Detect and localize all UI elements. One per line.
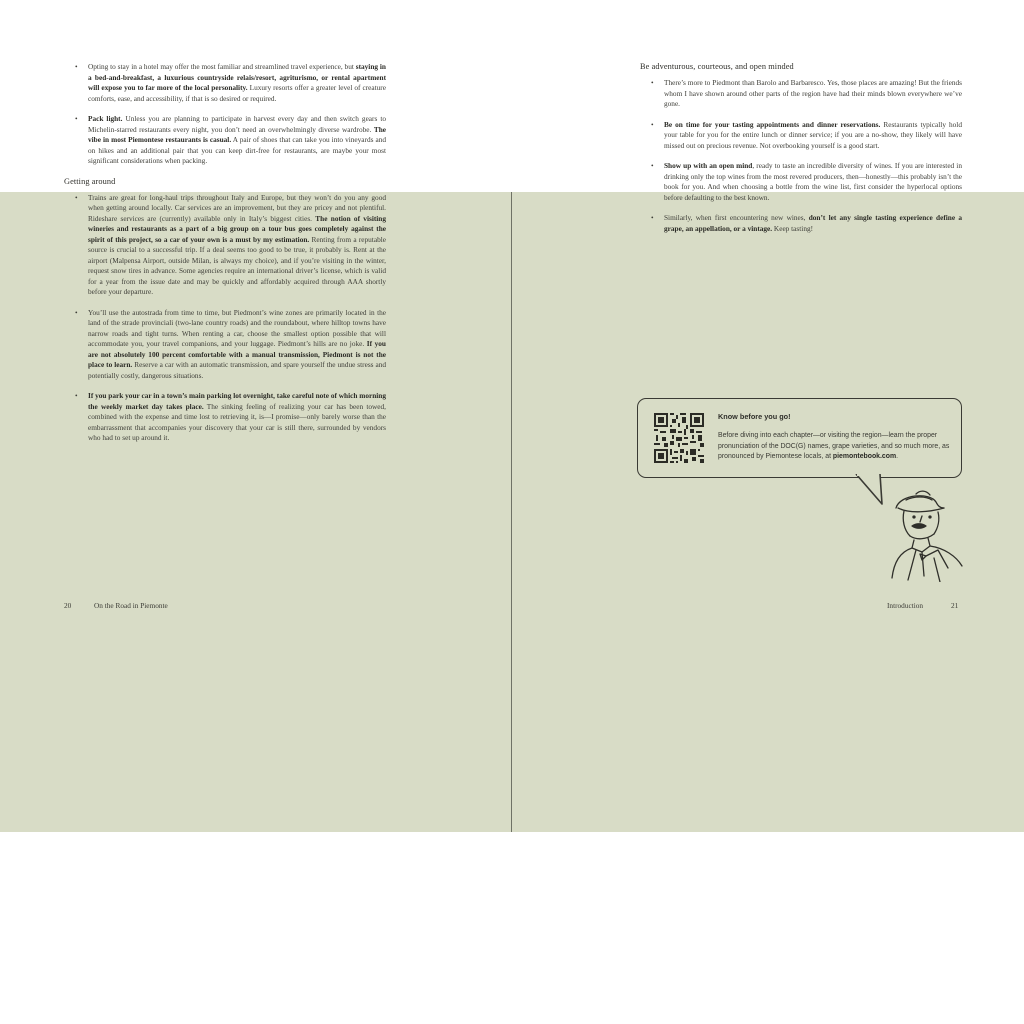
bullet-icon: • <box>75 62 78 71</box>
bold-text: The notion of visiting wineries and restaurants as a part of a big group on a tour bus goes completely against the spirit of this project, so a car of your own is a must by my estimation. <box>88 213 387 244</box>
section-heading-be-adventurous: Be adventurous, courteous, and open minded <box>640 62 794 71</box>
body-text: There’s more to Piedmont than Barolo and Barbaresco. Yes, those places are amazing! But the friends whom I have shown around other parts of the region have had their minds blown everywhere we’ve gone. <box>664 78 962 108</box>
bold-text: If you are not absolutely 100 percent comfortable with a manual transmission, Piedmont is not the place to learn. <box>88 339 386 369</box>
bold-text: Show up with an open mind <box>664 161 753 170</box>
list-item <box>640 161 962 203</box>
speech-bubble-tail <box>854 474 888 508</box>
body-text: Similarly, when first encountering new wines, <box>664 213 809 222</box>
section-heading-getting-around: Getting around <box>64 176 116 186</box>
list-item <box>64 193 386 298</box>
body-text: The sinking feeling of realizing your car has been towed, combined with the expense and time lost to retrieving it, is—I promise—only barely worse than the embarrassment that accompanies your discovery that your car is still there, surrounded by vendors who had to set up around it. <box>88 401 386 442</box>
man-with-hat-illustration-icon <box>886 486 970 582</box>
bullet-icon: • <box>75 114 78 123</box>
body-text: . <box>896 453 899 461</box>
list-item <box>640 213 962 234</box>
bold-text: Pack light. <box>88 114 123 123</box>
body-text: Trains are great for long-haul trips throughout Italy and Europe, but they won’t do you any good when getting around locally. Car services are an improvement, but they are pricey and not plentiful. Rideshare services are (currently) available only in Italy’s biggest cities. <box>88 192 386 223</box>
body-text: Luxury resorts offer a greater level of creature comforts, ease, and accessibility, if that is so desired or required. <box>88 83 386 103</box>
body-text: Keep tasting! <box>772 223 814 233</box>
bullet-list-be-adventurous <box>640 78 962 234</box>
body-text: Unless you are planning to participate in harvest every day and then switch gears to Michelin-starred restaurants every night, you don’t need an overwhelmingly diverse wardrobe. <box>88 114 386 134</box>
callout-body <box>718 431 952 463</box>
running-title-right: Introduction <box>887 601 924 610</box>
list-item <box>640 120 962 152</box>
body-text: You’ll use the autostrada from time to time, but Piedmont’s wine zones are primarily located in the land of the strade provinciali (two-lane country roads) and the roundabout, where hilltop towns have narrow roads and tight turns. When renting a car, choose the smallest option possible that will accommodate you, your travel companions, and your luggage. Piedmont’s hills are no joke. <box>88 307 386 348</box>
qr-code-icon <box>654 413 704 463</box>
bullet-list-getting-around <box>64 193 386 444</box>
body-text: Before diving into each chapter—or visiting the region—learn the proper pronunciation of the DOC(G) names, grape varieties, and so much more, as pronounced by Piemontese locals, at <box>718 432 950 461</box>
bullet-icon: • <box>651 213 654 222</box>
list-item <box>64 114 386 167</box>
bullet-icon: • <box>75 391 78 400</box>
bullet-icon: • <box>651 78 654 87</box>
page-gutter <box>511 192 512 832</box>
body-text: A pair of shoes that can take you into vineyards and on hikes and an additional pair that you can keep dirt-free for restaurants, are maybe your most significant considerations when packing. <box>88 135 386 165</box>
page-number-left: 20 <box>64 601 72 610</box>
bullet-icon: • <box>651 161 654 170</box>
bold-text: If you park your car in a town’s main parking lot overnight, take careful note of which morning the weekly market day takes place. <box>88 391 386 411</box>
list-item <box>64 62 386 104</box>
left-page <box>64 62 386 454</box>
page-number-right: 21 <box>951 601 959 610</box>
body-text: Renting from a reputable source is crucial to a successful trip. If a deal seems too good to be true, it probably is. Rent at the airport (Malpensa Airport, outside Milan, is always my choice), and if you’re visiting in the winter, request snow tires in advance. Some agencies require an international driver’s license, which is valid for a year from the issue date and may be quickly and affordably acquired through AAA shortly before your departure. <box>88 234 386 296</box>
right-page <box>640 62 962 244</box>
body-text: Restaurants typically hold your table for you for the entire lunch or dinner service; if you are a no-show, they likely will have missed out on precious revenue. Not overbooking yourself is a good start. <box>664 119 962 150</box>
bullet-icon: • <box>75 307 78 317</box>
list-item <box>64 308 386 382</box>
bullet-list-lodging <box>64 62 386 167</box>
bullet-icon: • <box>651 119 654 129</box>
bold-text: Be on time for your tasting appointments and dinner reservations. <box>664 119 881 129</box>
body-text: Opting to stay in a hotel may offer the most familiar and streamlined travel experience, but <box>88 62 356 71</box>
callout-title: Know before you go! <box>718 412 791 421</box>
know-before-you-go-callout <box>637 398 962 478</box>
list-item <box>64 391 386 444</box>
bold-text: don’t let any single tasting experience define a grape, an appellation, or a vintage. <box>664 213 962 233</box>
bold-text: piemontebook.com <box>832 453 897 461</box>
body-text: Reserve a car with an automatic transmission, and spare yourself the undue stress and potentially costly, dangerous situations. <box>88 360 386 380</box>
body-text: , ready to taste an incredible diversity of wines. If you are interested in drinking only the top wines from the most revered producers, then—honestly—this probably isn’t the book for you. And when choosing a bottle from the wine list, first consider the hyperlocal options before defaulting to the best known. <box>664 161 962 202</box>
bold-text: The vibe in most Piemontese restaurants is casual. <box>88 124 386 144</box>
bullet-icon: • <box>75 192 78 202</box>
list-item <box>640 78 962 110</box>
bold-text: staying in a bed-and-breakfast, a luxurious countryside relais/resort, agriturismo, or rental apartment will expose you to far more of the local personality. <box>88 62 386 92</box>
running-title-left: On the Road in Piemonte <box>94 601 168 610</box>
